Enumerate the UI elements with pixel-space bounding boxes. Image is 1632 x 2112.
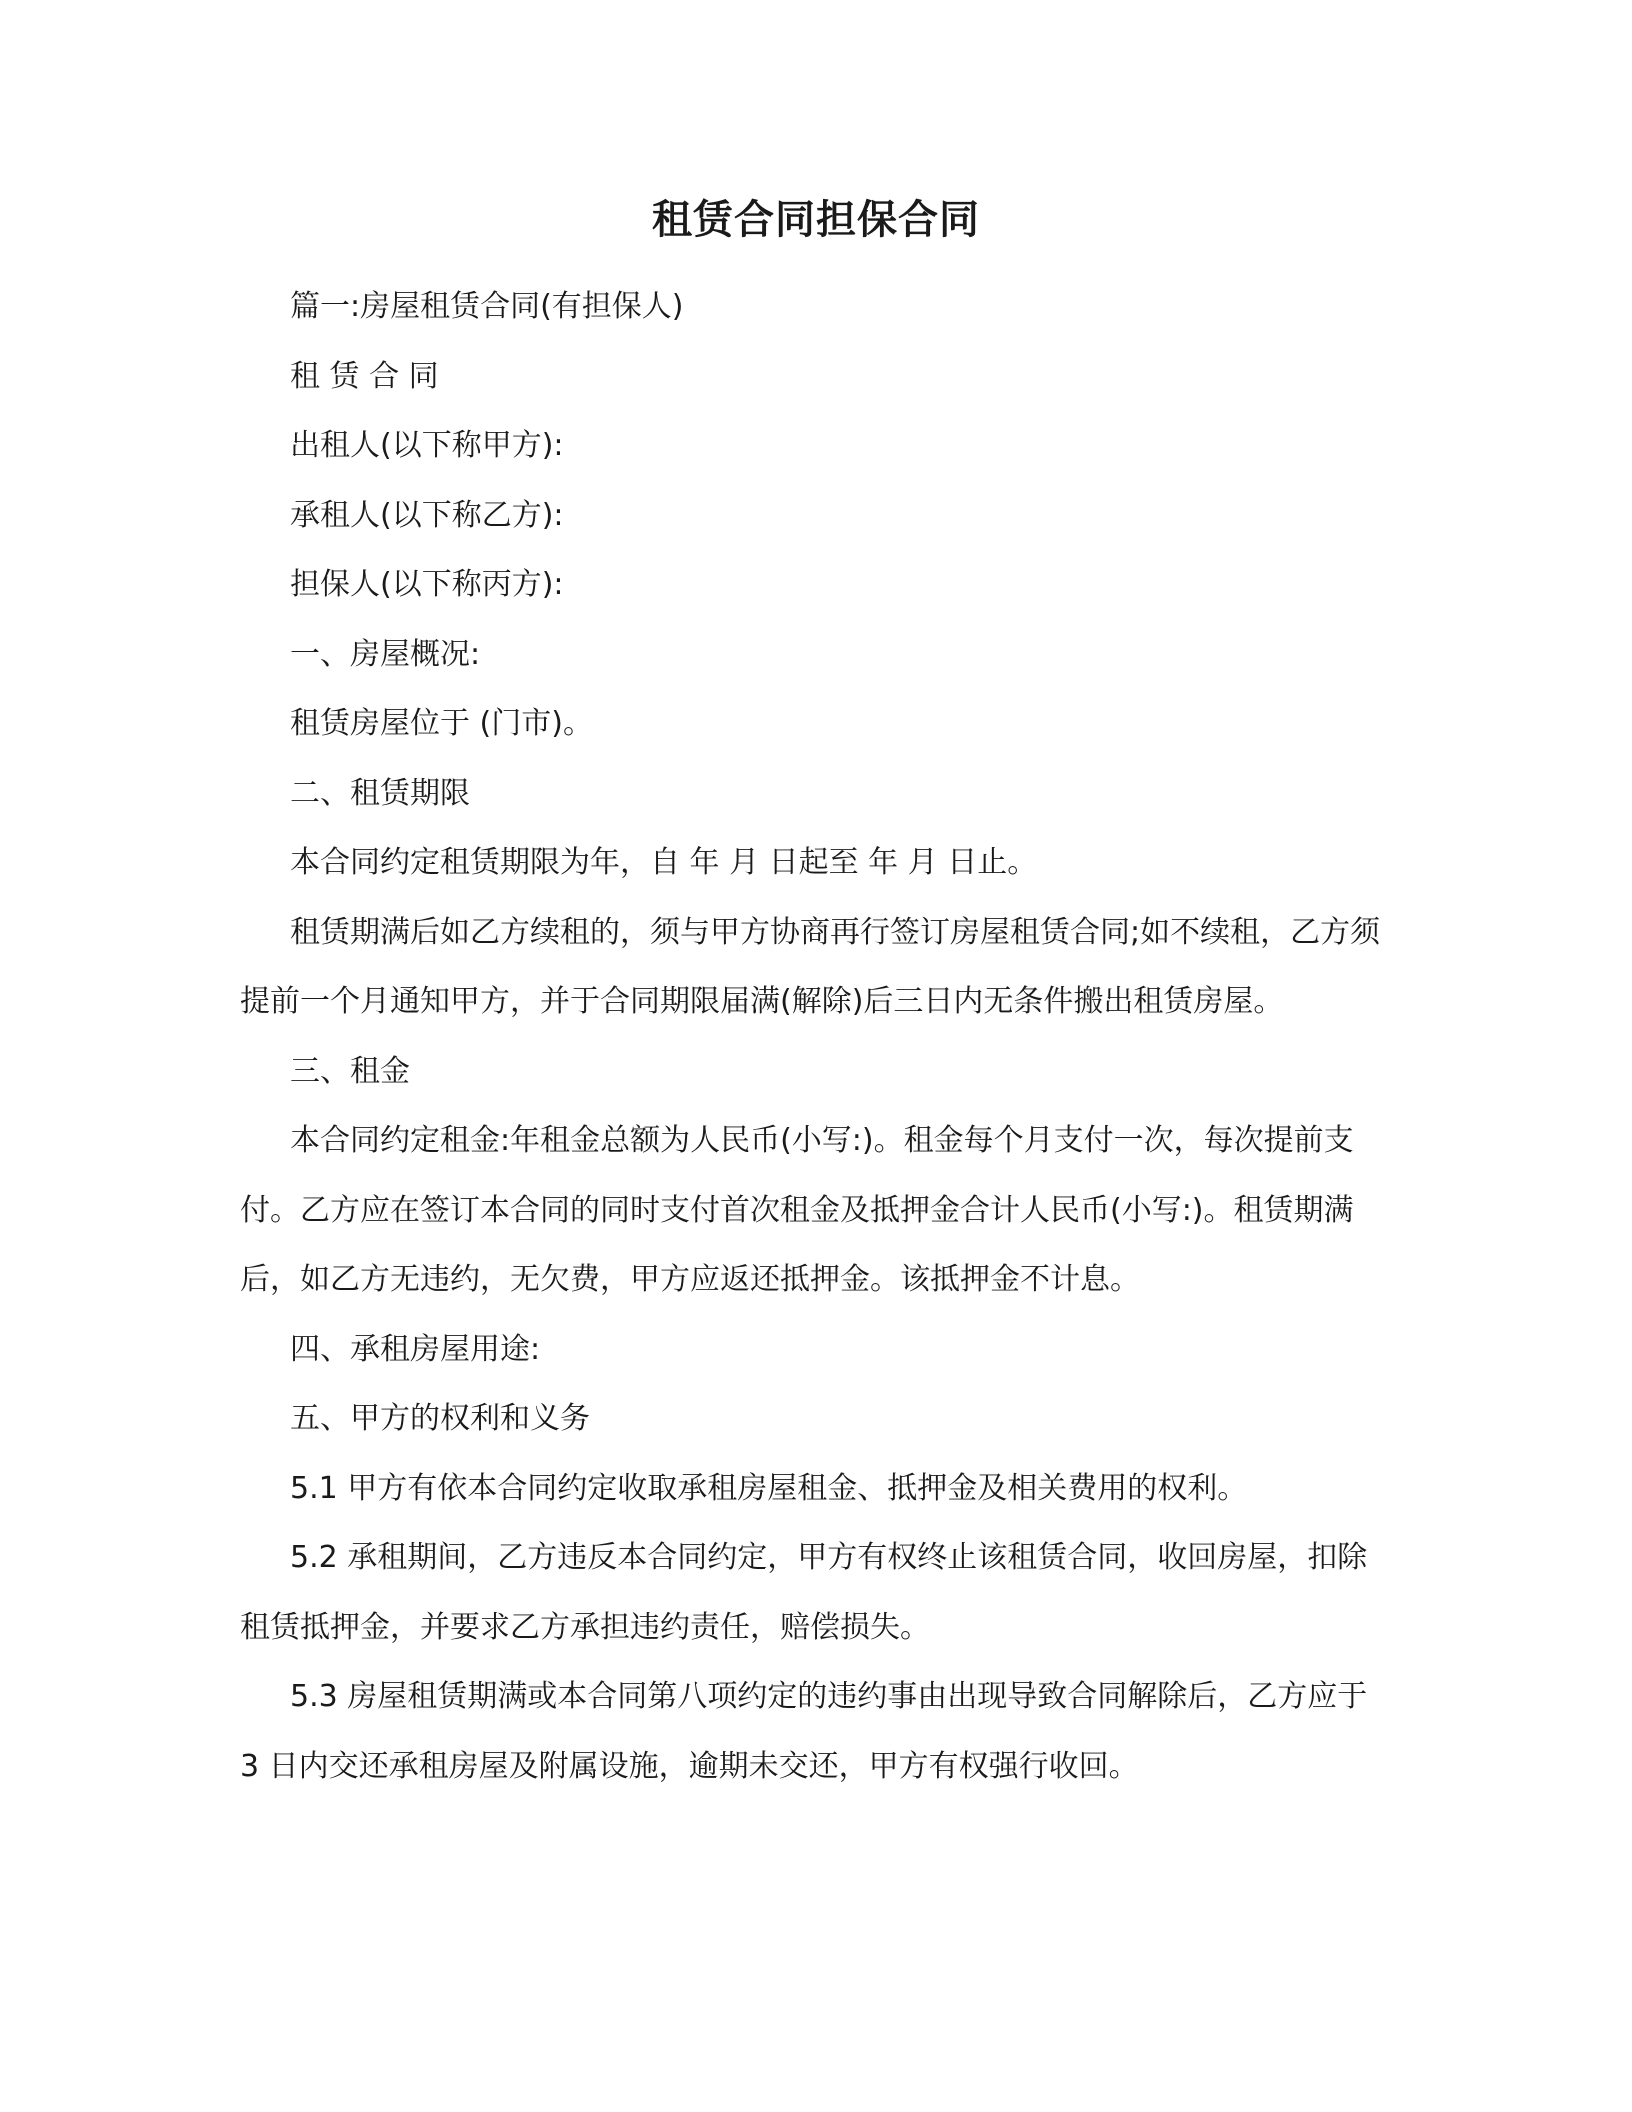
clause-5-heading: 五、甲方的权利和义务 xyxy=(290,1401,590,1436)
section-heading-part-one: 篇一:房屋租赁合同(有担保人) xyxy=(290,289,684,324)
clause-1-text: 租赁房屋位于 (门市)。 xyxy=(290,706,593,741)
clause-5-1-text: 5.1 甲方有依本合同约定收取承租房屋租金、抵押金及相关费用的权利。 xyxy=(290,1470,1248,1506)
contract-heading: 租 赁 合 同 xyxy=(290,358,439,394)
document-title: 租赁合同担保合同 xyxy=(652,197,980,243)
clause-2-renewal-text: 租赁期满后如乙方续租的，须与甲方协商再行签订房屋租赁合同;如不续租，乙方须提前一个月通知甲方，并于合同期限届满(解除)后三日内无条件搬出租赁房屋。 xyxy=(240,914,1381,1019)
clause-4-heading: 四、承租房屋用途: xyxy=(290,1331,541,1367)
party-b-line: 承租人(以下称乙方): xyxy=(290,497,564,533)
clause-2-text: 本合同约定租赁期限为年，自 年 月 日起至 年 月 日止。 xyxy=(290,845,1038,880)
document-body xyxy=(240,272,1392,1801)
party-a-line: 出租人(以下称甲方): xyxy=(290,428,564,463)
party-c-line: 担保人(以下称丙方): xyxy=(290,567,564,602)
clause-5-3-text: 5.3 房屋租赁期满或本合同第八项约定的违约事由出现导致合同解除后，乙方应于 3 日内交还承租房屋及附属设施，逾期未交还，甲方有权强行收回。 xyxy=(240,1679,1368,1784)
clause-2-heading: 二、租赁期限 xyxy=(290,775,470,811)
clause-1-heading: 一、房屋概况: xyxy=(290,636,481,672)
clause-3-heading: 三、租金 xyxy=(290,1053,410,1089)
clause-5-2-text: 5.2 承租期间，乙方违反本合同约定，甲方有权终止该租赁合同，收回房屋，扣除租赁抵押金，并要求乙方承担违约责任，赔偿损失。 xyxy=(240,1540,1368,1645)
clause-3-text: 本合同约定租金:年租金总额为人民币(小写:)。租金每个月支付一次，每次提前支付。乙方应在签订本合同的同时支付首次租金及抵押金合计人民币(小写:)。租赁期满后，如乙方无违约，无欠费，甲方应返还抵押金。该抵押金不计息。 xyxy=(240,1123,1354,1297)
